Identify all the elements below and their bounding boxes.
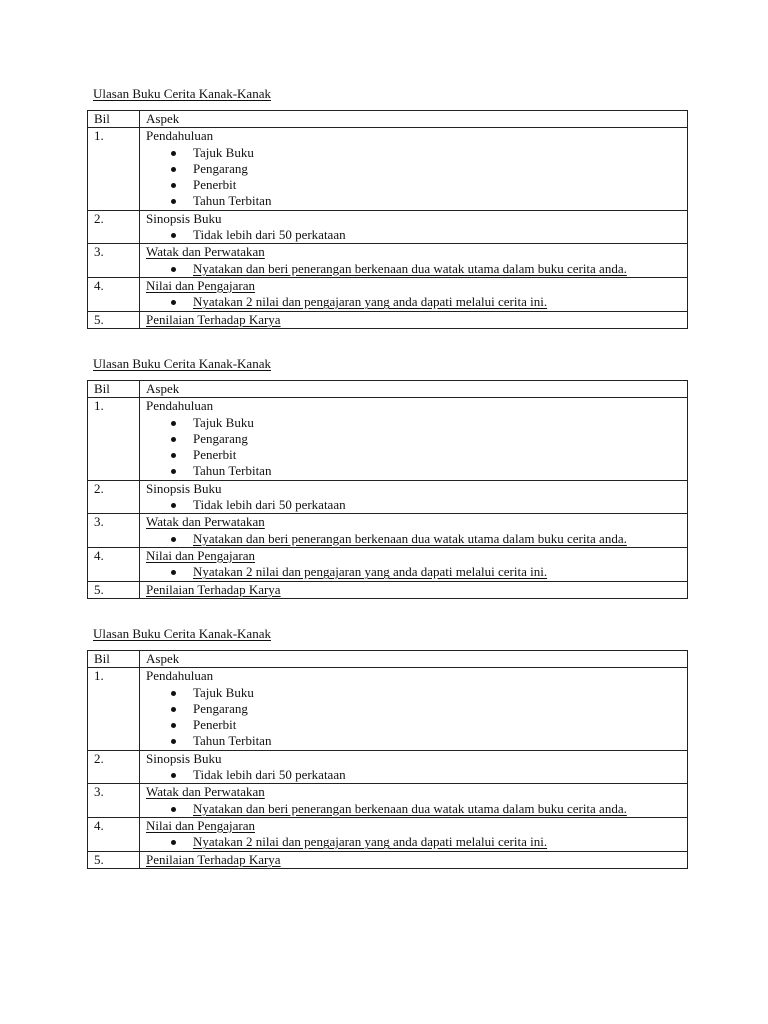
aspect-title: Watak dan Perwatakan xyxy=(146,514,265,530)
bullet-icon xyxy=(171,723,176,728)
list-item xyxy=(146,801,687,817)
list-item-text: Tajuk Buku xyxy=(193,414,254,430)
aspect-cell xyxy=(140,277,688,311)
list-item-text: Tidak lebih dari 50 perkataan xyxy=(193,227,346,243)
header-aspek: Aspek xyxy=(140,111,688,128)
aspect-title: Nilai dan Pengajaran xyxy=(146,277,256,293)
aspect-cell xyxy=(140,311,688,328)
row-number: 5. xyxy=(88,581,140,598)
bullet-icon xyxy=(171,199,176,204)
section-title: Ulasan Buku Cerita Kanak-Kanak xyxy=(93,86,271,101)
bullet-list xyxy=(146,685,687,750)
bullet-icon xyxy=(171,773,176,778)
review-table xyxy=(87,380,688,599)
aspect-cell xyxy=(140,784,688,818)
aspect-cell xyxy=(140,128,688,210)
bullet-icon xyxy=(171,421,176,426)
table-row xyxy=(88,581,688,598)
bullet-icon xyxy=(171,537,176,542)
aspect-title: Sinopsis Buku xyxy=(146,480,222,496)
list-item-text: Tidak lebih dari 50 perkataan xyxy=(193,497,346,513)
table-header-row xyxy=(88,651,688,668)
table-row xyxy=(88,668,688,750)
list-item xyxy=(146,145,687,161)
list-item xyxy=(146,294,687,310)
aspect-cell xyxy=(140,398,688,480)
list-item-text: Nyatakan 2 nilai dan pengajaran yang anda dapati melalui cerita ini. xyxy=(193,834,548,850)
list-item-text: Tahun Terbitan xyxy=(193,733,272,749)
bullet-list xyxy=(146,767,687,783)
list-item-text: Nyatakan 2 nilai dan pengajaran yang anda dapati melalui cerita ini. xyxy=(193,564,548,580)
list-item xyxy=(146,193,687,209)
aspect-title: Pendahuluan xyxy=(146,398,214,414)
list-item xyxy=(146,531,687,547)
bullet-list xyxy=(146,227,687,243)
row-number: 3. xyxy=(88,514,140,548)
aspect-title: Penilaian Terhadap Karya xyxy=(146,851,281,867)
aspect-cell xyxy=(140,547,688,581)
row-number: 2. xyxy=(88,210,140,244)
aspect-cell xyxy=(140,750,688,784)
table-row xyxy=(88,817,688,851)
section-title: Ulasan Buku Cerita Kanak-Kanak xyxy=(93,356,271,371)
header-aspek: Aspek xyxy=(140,381,688,398)
aspect-title: Nilai dan Pengajaran xyxy=(146,547,256,563)
row-number: 5. xyxy=(88,851,140,868)
section-title: Ulasan Buku Cerita Kanak-Kanak xyxy=(93,626,271,641)
row-number: 3. xyxy=(88,244,140,278)
bullet-list xyxy=(146,801,687,817)
list-item xyxy=(146,564,687,580)
bullet-icon xyxy=(171,691,176,696)
table-row xyxy=(88,128,688,210)
bullet-icon xyxy=(171,707,176,712)
list-item xyxy=(146,415,687,431)
table-row xyxy=(88,547,688,581)
list-item-text: Pengarang xyxy=(193,700,248,716)
bullet-list xyxy=(146,145,687,210)
bullet-list xyxy=(146,261,687,277)
bullet-icon xyxy=(171,300,176,305)
table-row xyxy=(88,784,688,818)
list-item xyxy=(146,497,687,513)
bullet-icon xyxy=(171,267,176,272)
row-number: 2. xyxy=(88,750,140,784)
aspect-title: Penilaian Terhadap Karya xyxy=(146,311,281,327)
aspect-cell xyxy=(140,581,688,598)
table-row xyxy=(88,311,688,328)
list-item-text: Penerbit xyxy=(193,717,237,733)
row-number: 1. xyxy=(88,398,140,480)
list-item-text: Pengarang xyxy=(193,160,248,176)
review-table xyxy=(87,650,688,869)
bullet-list xyxy=(146,294,687,310)
table-row xyxy=(88,398,688,480)
aspect-title: Nilai dan Pengajaran xyxy=(146,817,256,833)
list-item xyxy=(146,177,687,193)
aspect-cell xyxy=(140,480,688,514)
table-row xyxy=(88,210,688,244)
list-item-text: Penerbit xyxy=(193,177,237,193)
list-item xyxy=(146,733,687,749)
bullet-icon xyxy=(171,807,176,812)
list-item-text: Penerbit xyxy=(193,447,237,463)
table-row xyxy=(88,750,688,784)
bullet-icon xyxy=(171,469,176,474)
row-number: 3. xyxy=(88,784,140,818)
aspect-title: Pendahuluan xyxy=(146,128,214,144)
bullet-icon xyxy=(171,437,176,442)
list-item xyxy=(146,834,687,850)
list-item-text: Tidak lebih dari 50 perkataan xyxy=(193,767,346,783)
table-row xyxy=(88,277,688,311)
bullet-icon xyxy=(171,503,176,508)
list-item-text: Tajuk Buku xyxy=(193,144,254,160)
header-bil: Bil xyxy=(88,651,140,668)
bullet-icon xyxy=(171,739,176,744)
list-item-text: Tahun Terbitan xyxy=(193,463,272,479)
list-item-text: Pengarang xyxy=(193,430,248,446)
row-number: 1. xyxy=(88,668,140,750)
row-number: 4. xyxy=(88,817,140,851)
bullet-list xyxy=(146,531,687,547)
bullet-icon xyxy=(171,233,176,238)
aspect-cell xyxy=(140,244,688,278)
bullet-list xyxy=(146,564,687,580)
bullet-icon xyxy=(171,167,176,172)
list-item xyxy=(146,227,687,243)
list-item xyxy=(146,463,687,479)
table-row xyxy=(88,514,688,548)
list-item-text: Tahun Terbitan xyxy=(193,193,272,209)
list-item-text: Nyatakan dan beri penerangan berkenaan dua watak utama dalam buku cerita anda. xyxy=(193,530,627,546)
list-item xyxy=(146,767,687,783)
bullet-list xyxy=(146,415,687,480)
header-bil: Bil xyxy=(88,111,140,128)
aspect-title: Pendahuluan xyxy=(146,668,214,684)
list-item xyxy=(146,261,687,277)
table-row xyxy=(88,480,688,514)
bullet-icon xyxy=(171,151,176,156)
bullet-list xyxy=(146,497,687,513)
aspect-cell xyxy=(140,817,688,851)
aspect-cell xyxy=(140,210,688,244)
aspect-title: Watak dan Perwatakan xyxy=(146,784,265,800)
row-number: 4. xyxy=(88,277,140,311)
row-number: 2. xyxy=(88,480,140,514)
header-bil: Bil xyxy=(88,381,140,398)
list-item xyxy=(146,447,687,463)
row-number: 1. xyxy=(88,128,140,210)
list-item-text: Nyatakan dan beri penerangan berkenaan dua watak utama dalam buku cerita anda. xyxy=(193,800,627,816)
bullet-icon xyxy=(171,570,176,575)
aspect-title: Sinopsis Buku xyxy=(146,210,222,226)
review-table xyxy=(87,110,688,329)
bullet-icon xyxy=(171,840,176,845)
header-aspek: Aspek xyxy=(140,651,688,668)
bullet-icon xyxy=(171,183,176,188)
list-item-text: Nyatakan dan beri penerangan berkenaan dua watak utama dalam buku cerita anda. xyxy=(193,260,627,276)
aspect-cell xyxy=(140,514,688,548)
list-item xyxy=(146,701,687,717)
row-number: 4. xyxy=(88,547,140,581)
aspect-cell xyxy=(140,851,688,868)
list-item-text: Tajuk Buku xyxy=(193,684,254,700)
table-header-row xyxy=(88,111,688,128)
list-item xyxy=(146,685,687,701)
row-number: 5. xyxy=(88,311,140,328)
bullet-list xyxy=(146,834,687,850)
aspect-title: Penilaian Terhadap Karya xyxy=(146,581,281,597)
aspect-title: Sinopsis Buku xyxy=(146,750,222,766)
table-row xyxy=(88,244,688,278)
table-header-row xyxy=(88,381,688,398)
aspect-cell xyxy=(140,668,688,750)
aspect-title: Watak dan Perwatakan xyxy=(146,244,265,260)
list-item xyxy=(146,431,687,447)
table-row xyxy=(88,851,688,868)
bullet-icon xyxy=(171,453,176,458)
list-item-text: Nyatakan 2 nilai dan pengajaran yang anda dapati melalui cerita ini. xyxy=(193,294,548,310)
list-item xyxy=(146,161,687,177)
list-item xyxy=(146,717,687,733)
